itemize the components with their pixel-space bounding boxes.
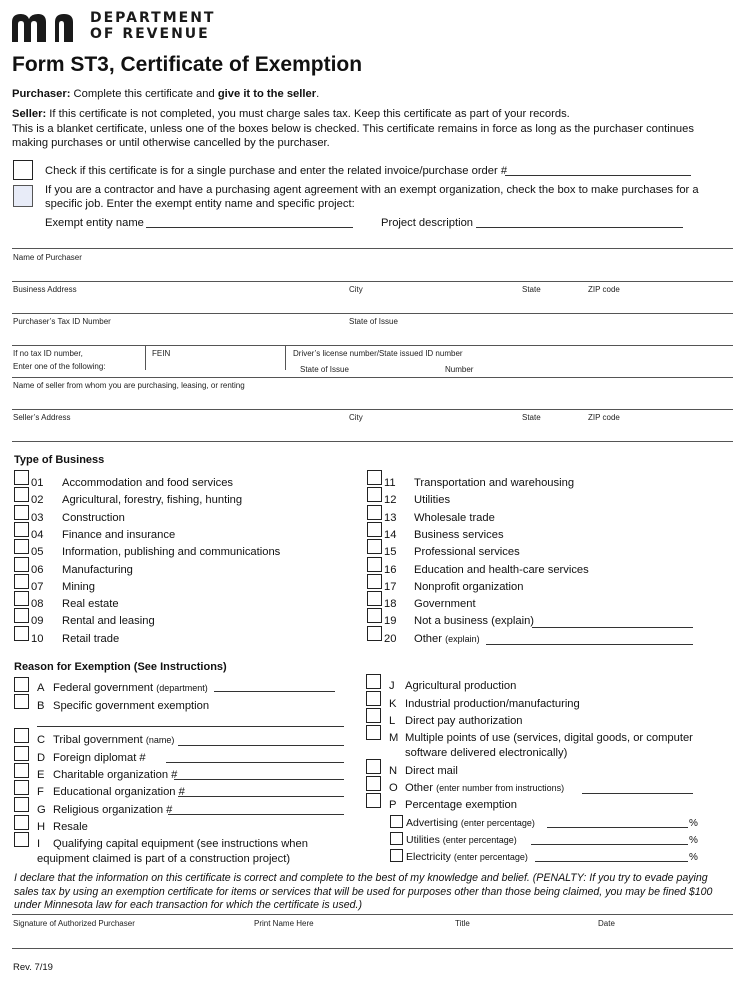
- percentage-item-text: Electricity: [406, 851, 451, 863]
- signature-label: Signature of Authorized Purchaser: [13, 919, 135, 928]
- no-tax-id-label: If no tax ID number,: [13, 349, 83, 358]
- divider: [145, 346, 146, 370]
- business-type-text: Wholesale trade: [414, 511, 495, 524]
- reason-c-label: [53, 733, 174, 747]
- percent-sign: %: [689, 852, 698, 863]
- reason-text: Other: [405, 782, 433, 794]
- reason-o-checkbox[interactable]: [366, 776, 381, 791]
- business-type-checkbox[interactable]: [14, 591, 29, 606]
- business-type-label: [62, 580, 95, 594]
- business-type-label: [62, 563, 133, 577]
- form-title: Form ST3, Certificate of Exemption: [12, 53, 363, 76]
- reason-letter: B: [37, 700, 45, 712]
- business-type-text: Construction: [62, 511, 125, 524]
- dl-state-label: State of Issue: [300, 365, 349, 374]
- date-label: Date: [598, 919, 615, 928]
- reason-letter: A: [37, 682, 45, 694]
- reason-text: Federal government: [53, 682, 154, 694]
- reason-note: (enter number from instructions): [436, 783, 565, 793]
- reason-m-label-line2: software delivered electronically): [405, 747, 568, 759]
- exempt-entity-label: Exempt entity name: [45, 217, 144, 229]
- business-type-number: 20: [384, 632, 397, 645]
- percentage-item-checkbox[interactable]: [390, 849, 403, 862]
- business-type-checkbox[interactable]: [14, 539, 29, 554]
- declaration: I declare that the information on this certificate is correct and complete to the best of my knowledge and belief. (PENALTY: If you try to evade paying sales tax by using an exemption certificate for items or services that will be used for purposes other than those being claimed, you may be fined $100 under Minnesota law for each transaction for which the certificate is used.): [14, 872, 713, 911]
- business-type-checkbox[interactable]: [14, 557, 29, 572]
- business-type-label: [62, 597, 119, 611]
- reason-a-checkbox[interactable]: [14, 677, 29, 692]
- city-label: City: [349, 285, 363, 294]
- blanket-note: This is a blanket certificate, unless one of the boxes below is checked. This certificate remains in force as long as the purchaser continues making purchases or until otherwise cancelled by the purchaser.: [12, 123, 694, 149]
- reason-m-checkbox[interactable]: [366, 725, 381, 740]
- business-type-checkbox[interactable]: [367, 591, 382, 606]
- business-type-checkbox[interactable]: [14, 608, 29, 623]
- business-type-text: Information, publishing and communications: [62, 546, 281, 559]
- reason-text: Percentage exemption: [405, 799, 517, 811]
- state-of-issue-label: State of Issue: [349, 317, 398, 326]
- reason-letter: L: [389, 715, 396, 727]
- business-type-checkbox[interactable]: [367, 522, 382, 537]
- reason-note: (department): [156, 683, 208, 693]
- logo-text: [90, 10, 215, 42]
- business-type-checkbox[interactable]: [367, 574, 382, 589]
- business-type-note: (explain): [445, 633, 480, 644]
- business-type-number: 13: [384, 511, 397, 524]
- reason-letter: H: [37, 821, 46, 833]
- reason-letter: C: [37, 734, 46, 746]
- business-type-label: [414, 476, 574, 490]
- business-type-text: Rental and leasing: [62, 615, 155, 628]
- fein-label: FEIN: [152, 349, 171, 358]
- mn-revenue-logo: [12, 10, 216, 44]
- divider: [12, 281, 733, 282]
- business-type-text: Other: [414, 632, 442, 645]
- percent-sign: %: [689, 835, 698, 846]
- seller-label: Seller:: [12, 108, 47, 120]
- title-label: Title: [455, 919, 470, 928]
- exempt-entity-line[interactable]: [146, 227, 353, 228]
- reason-letter: I: [37, 838, 41, 850]
- business-type-checkbox[interactable]: [367, 557, 382, 572]
- percentage-item-note: (enter percentage): [442, 835, 517, 845]
- reason-o-label: [405, 781, 564, 795]
- reason-b-checkbox[interactable]: [14, 694, 29, 709]
- business-type-number: 07: [31, 580, 44, 593]
- reason-p-checkbox[interactable]: [366, 793, 381, 808]
- business-type-label: [62, 614, 155, 628]
- reason-text: Resale: [53, 821, 88, 833]
- purchaser-text: Complete this certificate and: [70, 88, 218, 100]
- seller-address-label: Seller’s Address: [13, 413, 71, 422]
- business-type-number: 11: [384, 477, 396, 489]
- reason-b-label: [53, 699, 209, 713]
- mn-logo-icon: [12, 14, 76, 42]
- business-type-text: Not a business (explain): [414, 615, 535, 628]
- reason-i-label-line2: equipment claimed is part of a construction project): [37, 853, 291, 865]
- contractor-label: If you are a contractor and have a purchasing agent agreement with an exempt organization, check the box to make purchases for a specific job. Enter the exempt entity name and specific project:: [45, 184, 699, 210]
- business-type-label: [62, 545, 280, 559]
- percentage-item-text: Advertising: [406, 817, 458, 829]
- reason-text: Religious organization #: [53, 804, 173, 816]
- divider: [12, 377, 733, 378]
- business-type-text: Retail trade: [62, 632, 120, 645]
- business-type-checkbox[interactable]: [367, 470, 382, 485]
- reason-c-checkbox[interactable]: [14, 728, 29, 743]
- reason-text: Tribal government: [53, 734, 143, 746]
- business-type-number: 10: [31, 632, 44, 645]
- reason-f-checkbox[interactable]: [14, 780, 29, 795]
- reason-h-checkbox[interactable]: [14, 815, 29, 830]
- business-type-number: 09: [31, 615, 44, 628]
- business-type-number: 12: [384, 494, 397, 507]
- reason-text: Agricultural production: [405, 680, 517, 692]
- business-type-text: Professional services: [414, 546, 520, 559]
- reason-letter: D: [37, 752, 46, 764]
- business-type-label: [62, 493, 242, 507]
- percent-sign: %: [689, 818, 698, 829]
- reason-text: Specific government exemption: [53, 700, 210, 712]
- educational-line[interactable]: [178, 796, 344, 797]
- business-type-checkbox[interactable]: [367, 626, 382, 641]
- reason-a-label: [53, 681, 208, 695]
- reason-text: Qualifying capital equipment (see instructions when: [53, 838, 308, 850]
- business-type-text: Transportation and warehousing: [414, 477, 575, 489]
- reason-l-checkbox[interactable]: [366, 708, 381, 723]
- business-type-text: Agricultural, forestry, fishing, hunting: [62, 494, 243, 507]
- business-type-text: Business services: [414, 528, 504, 541]
- other-explain-line[interactable]: [486, 644, 693, 645]
- business-type-label: [62, 632, 119, 646]
- reason-n-label: [405, 764, 458, 778]
- seller-state-label: State: [522, 413, 541, 422]
- percentage-item-note: (enter percentage): [453, 852, 528, 862]
- specific-exemption-line[interactable]: [37, 726, 344, 727]
- divider: [12, 441, 733, 442]
- business-type-checkbox[interactable]: [14, 505, 29, 520]
- divider: [12, 914, 733, 915]
- reason-k-label: [405, 697, 580, 711]
- reason-g-checkbox[interactable]: [14, 797, 29, 812]
- business-type-checkbox[interactable]: [367, 539, 382, 554]
- business-type-text: Education and health-care services: [414, 563, 589, 576]
- utilities-pct-line[interactable]: [531, 844, 688, 845]
- reason-k-checkbox[interactable]: [366, 691, 381, 706]
- reason-l-label: [405, 714, 523, 728]
- reason-m-label: [405, 731, 693, 745]
- business-type-number: 16: [384, 563, 397, 576]
- not-business-explain-line[interactable]: [532, 627, 693, 628]
- business-type-number: 05: [31, 546, 44, 559]
- business-type-checkbox[interactable]: [14, 626, 29, 641]
- reason-text: Industrial production/manufacturing: [405, 698, 580, 710]
- percentage-item-text: Utilities: [406, 834, 440, 846]
- reason-i-checkbox[interactable]: [14, 832, 29, 847]
- business-type-checkbox[interactable]: [14, 522, 29, 537]
- business-type-text: Nonprofit organization: [414, 580, 524, 593]
- business-type-checkbox[interactable]: [14, 487, 29, 502]
- reason-e-checkbox[interactable]: [14, 763, 29, 778]
- business-type-text: Accommodation and food services: [62, 477, 234, 489]
- business-type-text: Government: [414, 598, 476, 611]
- reason-e-label: [53, 768, 177, 782]
- percentage-item-checkbox[interactable]: [390, 832, 403, 845]
- business-type-checkbox[interactable]: [367, 608, 382, 623]
- reason-letter: E: [37, 769, 45, 781]
- seller-text: If this certificate is not completed, you must charge sales tax. Keep this certificate as part of your records.: [46, 108, 570, 120]
- seller-city-label: City: [349, 413, 363, 422]
- logo-department: DEPARTMENT: [90, 10, 216, 26]
- percentage-item-checkbox[interactable]: [390, 815, 403, 828]
- other-number-line[interactable]: [582, 793, 693, 794]
- divider: [12, 409, 733, 410]
- name-of-purchaser-label: Name of Purchaser: [13, 253, 82, 262]
- purchaser-note: [12, 87, 319, 101]
- reason-j-label: [405, 679, 516, 693]
- business-address-label: Business Address: [13, 285, 77, 294]
- single-purchase-checkbox[interactable]: [13, 160, 33, 180]
- seller-note: [12, 107, 732, 121]
- reason-letter: P: [389, 799, 397, 811]
- religious-line[interactable]: [168, 814, 344, 815]
- purchaser-label: Purchaser:: [12, 88, 71, 100]
- reason-heading: Reason for Exemption (See Instructions): [14, 661, 227, 673]
- percentage-item-note: (enter percentage): [460, 818, 535, 828]
- business-type-number: 02: [31, 494, 44, 507]
- reason-letter: K: [389, 698, 397, 710]
- business-type-label: [414, 632, 480, 646]
- business-type-label: [414, 493, 450, 507]
- business-type-number: 19: [384, 615, 397, 628]
- reason-i-label: [53, 837, 308, 851]
- business-type-checkbox[interactable]: [14, 574, 29, 589]
- tribal-name-line[interactable]: [178, 745, 344, 746]
- reason-text: Direct mail: [405, 765, 458, 777]
- business-type-label: [414, 528, 504, 542]
- invoice-number-line[interactable]: [505, 175, 691, 176]
- federal-dept-line[interactable]: [214, 691, 335, 692]
- zip-label: ZIP code: [588, 285, 620, 294]
- business-type-checkbox[interactable]: [367, 505, 382, 520]
- dl-number-label: Number: [445, 365, 474, 374]
- reason-text: Charitable organization #: [53, 769, 178, 781]
- business-type-text: Mining: [62, 580, 95, 593]
- enter-one-label: Enter one of the following:: [13, 362, 106, 371]
- business-type-label: [414, 511, 495, 525]
- reason-letter: M: [389, 732, 399, 744]
- electricity-pct-line[interactable]: [535, 861, 688, 862]
- reason-d-label: [53, 751, 146, 765]
- percentage-item-label: [406, 850, 528, 864]
- divider: [12, 248, 733, 249]
- reason-h-label: [53, 820, 88, 834]
- reason-text: Educational organization #: [53, 786, 185, 798]
- divider: [12, 313, 733, 314]
- advertising-pct-line[interactable]: [547, 827, 688, 828]
- reason-g-label: [53, 803, 172, 817]
- charitable-line[interactable]: [174, 779, 344, 780]
- reason-letter: J: [389, 680, 395, 692]
- business-type-label: [414, 545, 520, 559]
- business-type-label: [62, 511, 125, 525]
- type-of-business-heading: Type of Business: [14, 454, 105, 466]
- business-type-checkbox[interactable]: [367, 487, 382, 502]
- project-description-line[interactable]: [476, 227, 683, 228]
- reason-letter: F: [37, 786, 44, 798]
- divider: [12, 948, 733, 949]
- diplomat-line[interactable]: [166, 762, 344, 763]
- single-purchase-label: Check if this certificate is for a single purchase and enter the related invoice/purchase order #: [45, 165, 508, 177]
- seller-name-label: Name of seller from whom you are purchasing, leasing, or renting: [13, 381, 245, 390]
- business-type-checkbox[interactable]: [14, 470, 29, 485]
- reason-j-checkbox[interactable]: [366, 674, 381, 689]
- contractor-checkbox[interactable]: [13, 185, 33, 207]
- seller-zip-label: ZIP code: [588, 413, 620, 422]
- business-type-label: [62, 528, 175, 542]
- purchaser-end: .: [316, 88, 320, 100]
- business-type-label: [414, 580, 523, 594]
- state-label: State: [522, 285, 541, 294]
- business-type-label: [62, 476, 233, 490]
- purchaser-bold: give it to the seller: [217, 88, 317, 100]
- business-type-number: 08: [31, 598, 44, 611]
- reason-p-label: [405, 798, 517, 812]
- business-type-text: Finance and insurance: [62, 528, 176, 541]
- reason-letter: G: [37, 804, 46, 816]
- project-description-label: Project description: [381, 217, 474, 229]
- percentage-item-label: [406, 816, 535, 830]
- reason-text: Foreign diplomat #: [53, 752, 146, 764]
- reason-text: Direct pay authorization: [405, 715, 523, 727]
- divider: [12, 345, 733, 346]
- reason-text: Multiple points of use (services, digital goods, or computer: [405, 732, 693, 744]
- print-name-label: Print Name Here: [254, 919, 314, 928]
- tax-id-label: Purchaser’s Tax ID Number: [13, 317, 111, 326]
- business-type-number: 17: [384, 580, 397, 593]
- business-type-label: [414, 614, 534, 628]
- business-type-text: Manufacturing: [62, 563, 133, 576]
- reason-f-label: [53, 785, 185, 799]
- business-type-text: Utilities: [414, 494, 451, 507]
- business-type-number: 18: [384, 598, 397, 611]
- business-type-number: 14: [384, 528, 397, 541]
- business-type-number: 06: [31, 563, 44, 576]
- reason-letter: N: [389, 765, 398, 777]
- percentage-item-label: [406, 833, 517, 847]
- logo-of-revenue: OF REVENUE: [90, 26, 210, 42]
- business-type-number: 01: [31, 477, 44, 489]
- business-type-number: 03: [31, 511, 44, 524]
- reason-note: (name): [145, 735, 175, 745]
- business-type-number: 15: [384, 546, 397, 559]
- reason-letter: O: [389, 782, 398, 794]
- reason-n-checkbox[interactable]: [366, 759, 381, 774]
- business-type-label: [414, 563, 589, 577]
- business-type-number: 04: [31, 528, 44, 541]
- reason-d-checkbox[interactable]: [14, 746, 29, 761]
- divider: [285, 346, 286, 370]
- revision: Rev. 7/19: [13, 962, 53, 973]
- business-type-text: Real estate: [62, 598, 119, 611]
- drivers-license-label: Driver’s license number/State issued ID number: [293, 349, 463, 358]
- business-type-label: [414, 597, 476, 611]
